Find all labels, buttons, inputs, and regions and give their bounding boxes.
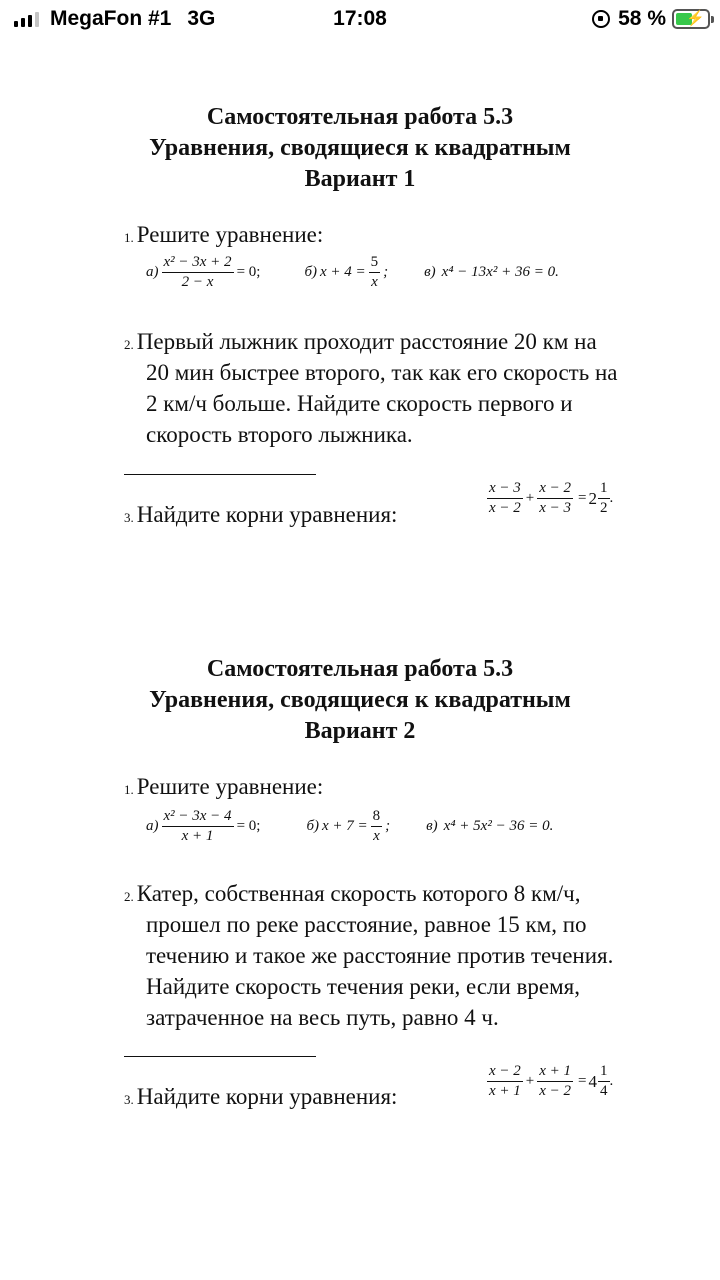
fraction-1 (487, 1063, 523, 1100)
fraction-1 (487, 480, 523, 517)
period: . (609, 490, 614, 506)
task2-line4: Найдите скорость течения реки, если время, (146, 974, 581, 999)
task-number: 2. (124, 337, 134, 352)
separator-line (124, 1056, 316, 1057)
mixed-fraction (598, 1063, 610, 1100)
frac-numerator: x + 1 (537, 1063, 573, 1082)
separator-line (124, 474, 316, 475)
frac-numerator: 5 (369, 254, 381, 273)
task-text: Решите уравнение: (136, 222, 324, 247)
fraction-2 (537, 1063, 573, 1100)
heading-title: Самостоятельная работа 5.3 (206, 104, 514, 130)
frac-numerator: 1 (598, 480, 610, 499)
period: . (609, 1073, 614, 1089)
frac-numerator: x² − 3x + 2 (162, 254, 234, 273)
frac-numerator: 1 (598, 1063, 610, 1082)
frac-denominator: x + 1 (181, 827, 214, 844)
variant-1-heading (0, 102, 720, 195)
task2-line4: скорость второго лыжника. (146, 422, 413, 447)
task-number: 3. (124, 1092, 134, 1107)
frac-numerator: 8 (371, 808, 383, 827)
eq-a-rhs: = 0; (236, 263, 261, 280)
eq-b-lhs: x + 7 = (322, 817, 368, 834)
frac-denominator: x + 1 (489, 1083, 521, 1099)
frac-denominator: 4 (600, 1083, 608, 1099)
eq-b-tail: ; (385, 817, 391, 834)
task-text: Найдите корни уравнения: (136, 502, 398, 527)
eq-a-label: а) (146, 263, 159, 280)
v2-task1-prompt (124, 771, 323, 805)
mixed-fraction (598, 480, 610, 517)
mixed-number (589, 480, 610, 517)
plus-sign: + (525, 1073, 535, 1089)
carrier-name: MegaFon #1 (50, 7, 172, 30)
frac-denominator: x (371, 273, 378, 290)
heading-variant: Вариант 1 (304, 166, 416, 192)
eq-c-expr: x⁴ + 5x² − 36 = 0. (443, 817, 554, 834)
eq-b-fraction (371, 808, 383, 845)
task-number: 2. (124, 889, 134, 904)
task-text: Решите уравнение: (136, 774, 324, 799)
equals-sign: = (578, 1073, 587, 1089)
heading-variant: Вариант 2 (304, 718, 416, 744)
v2-task2 (124, 878, 580, 912)
battery-percent: 58 % (618, 7, 666, 30)
eq-b-label: б) (304, 263, 317, 280)
frac-denominator: x − 3 (539, 500, 572, 516)
charging-bolt-icon: ⚡ (686, 10, 705, 27)
v1-task1-equations (146, 250, 559, 294)
status-bar (0, 0, 720, 40)
eq-a-fraction (162, 808, 234, 845)
frac-denominator: x − 2 (539, 1083, 572, 1099)
frac-denominator: x − 2 (489, 500, 521, 516)
mixed-number (589, 1063, 610, 1100)
fraction-2 (537, 480, 573, 517)
eq-b-lhs: x + 4 = (320, 263, 366, 280)
task2-line3: течению и такое же расстояние против течения. (146, 943, 614, 968)
plus-sign: + (525, 490, 535, 506)
frac-denominator: 2 − x (181, 273, 214, 290)
mixed-whole: 2 (588, 488, 597, 508)
frac-denominator: x (373, 827, 380, 844)
v2-task3-prompt (124, 1081, 397, 1115)
task2-line2: 20 мин быстрее второго, так как его скорость на (146, 360, 618, 385)
v1-task3-equation (484, 480, 613, 517)
v1-task2 (124, 326, 597, 360)
status-right (592, 5, 710, 33)
task-number: 1. (124, 230, 134, 245)
task2-line2: прошел по реке расстояние, равное 15 км, по (146, 912, 587, 937)
network-type: 3G (187, 7, 216, 30)
eq-b-label: б) (306, 817, 319, 834)
variant-1-block (0, 102, 720, 195)
task-text: Найдите корни уравнения: (136, 1084, 398, 1109)
eq-a-fraction (162, 254, 234, 291)
eq-c-label: в) (424, 263, 436, 280)
equals-sign: = (578, 490, 587, 506)
task-number: 3. (124, 510, 134, 525)
eq-a-rhs: = 0; (236, 817, 261, 834)
v2-task1-equations (146, 804, 553, 848)
frac-numerator: x − 2 (537, 480, 573, 499)
frac-numerator: x − 2 (487, 1063, 523, 1082)
eq-a-label: а) (146, 817, 159, 834)
eq-b-tail: ; (383, 263, 389, 280)
heading-subtitle: Уравнения, сводящиеся к квадратным (149, 135, 571, 161)
variant-2-block (0, 654, 720, 747)
task2-line1: Катер, собственная скорость которого 8 км/ч, (136, 881, 581, 906)
frac-denominator: 2 (600, 500, 608, 516)
v2-task3-equation (484, 1063, 613, 1100)
eq-b-fraction (369, 254, 381, 291)
frac-numerator: x² − 3x − 4 (162, 808, 234, 827)
v1-task3-prompt (124, 499, 397, 533)
task2-line3: 2 км/ч больше. Найдите скорость первого и (146, 391, 573, 416)
clock: 17:08 (333, 7, 387, 30)
battery-icon (672, 9, 710, 29)
frac-numerator: x − 3 (487, 480, 523, 499)
variant-2-heading (0, 654, 720, 747)
mixed-whole: 4 (588, 1071, 597, 1091)
task-number: 1. (124, 782, 134, 797)
eq-c-expr: x⁴ − 13x² + 36 = 0. (441, 263, 559, 280)
orientation-lock-icon (592, 10, 610, 28)
task2-line5: затраченное на весь путь, равно 4 ч. (146, 1005, 499, 1030)
eq-c-label: в) (426, 817, 438, 834)
task2-line1: Первый лыжник проходит расстояние 20 км на (136, 329, 597, 354)
heading-title: Самостоятельная работа 5.3 (206, 656, 514, 682)
v1-task1-prompt (124, 219, 323, 253)
heading-subtitle: Уравнения, сводящиеся к квадратным (149, 687, 571, 713)
